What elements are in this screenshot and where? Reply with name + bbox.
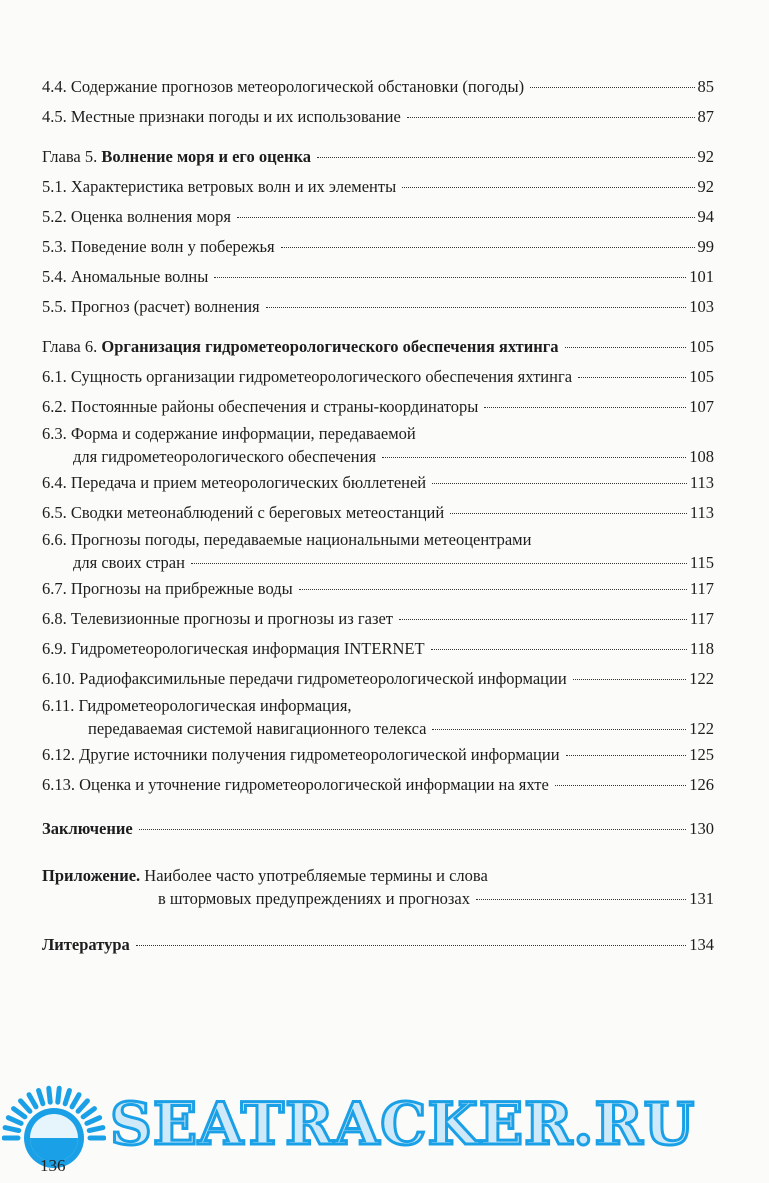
toc-entry-title: для гидрометеорологического обеспечения <box>73 447 377 466</box>
sun-ray <box>8 1118 21 1124</box>
toc-entry-continuation <box>42 552 714 574</box>
dot-leader <box>266 307 687 308</box>
dot-leader <box>237 217 695 218</box>
dot-leader <box>573 679 687 680</box>
toc-entry-page: 126 <box>689 775 714 794</box>
toc-entry <box>42 604 714 634</box>
toc-entry-page: 117 <box>689 609 714 628</box>
dot-leader <box>432 729 686 730</box>
toc-entry <box>42 740 714 770</box>
dot-leader <box>399 619 687 620</box>
toc-entry-title: 5.5. Прогноз (расчет) волнения <box>42 297 260 316</box>
toc-entry <box>42 498 714 528</box>
appendix-label: Приложение. <box>42 866 141 885</box>
dot-leader <box>450 513 687 514</box>
sun-ray <box>21 1101 30 1111</box>
sun-ray <box>83 1109 94 1117</box>
toc-entry-continuation <box>42 718 714 740</box>
toc-entry <box>42 232 714 262</box>
table-of-contents <box>42 72 714 960</box>
toc-entry-title: 6.3. Форма и содержание информации, передаваемой <box>42 424 416 443</box>
toc-entry <box>42 422 714 446</box>
toc-entry-title: 5.3. Поведение волн у побережья <box>42 237 275 256</box>
sun-ray <box>78 1101 87 1111</box>
toc-entry-title: 6.1. Сущность организации гидрометеорологического обеспечения яхтинга <box>42 367 573 386</box>
sun-ray <box>72 1095 79 1107</box>
toc-conclusion <box>42 814 714 844</box>
toc-entry-page: 113 <box>689 473 714 492</box>
dot-leader <box>402 187 694 188</box>
toc-entry-title: для своих стран <box>73 553 185 572</box>
toc-entry-page: 130 <box>689 819 714 838</box>
toc-entry-page: 131 <box>689 889 714 908</box>
toc-entry-page: 99 <box>697 237 714 256</box>
watermark <box>0 1074 769 1183</box>
dot-leader <box>565 347 687 348</box>
toc-entry-page: 125 <box>689 745 714 764</box>
page-number: 136 <box>40 1156 66 1175</box>
toc-entry-page: 107 <box>689 397 714 416</box>
toc-entry-page: 105 <box>689 367 714 386</box>
dot-leader <box>139 829 687 830</box>
toc-entry <box>42 362 714 392</box>
toc-entry-title: 6.6. Прогнозы погоды, передаваемые национальными метеоцентрами <box>42 530 532 549</box>
toc-entry-title: 6.12. Другие источники получения гидрометеорологической информации <box>42 745 560 764</box>
toc-entry <box>42 202 714 232</box>
dot-leader <box>431 649 687 650</box>
toc-entry-title: 6.4. Передача и прием метеорологических бюллетеней <box>42 473 427 492</box>
sun-ray <box>5 1128 19 1131</box>
toc-entry-title: 5.1. Характеристика ветровых волн и их элементы <box>42 177 397 196</box>
dot-leader <box>382 457 686 458</box>
sun-ray <box>65 1090 69 1103</box>
toc-entry-title: 6.8. Телевизионные прогнозы и прогнозы из газет <box>42 609 394 628</box>
toc-entry-title: 6.5. Сводки метеонаблюдений с береговых метеостанций <box>42 503 445 522</box>
toc-entry <box>42 770 714 800</box>
chapter-number: Глава 5. <box>42 147 98 166</box>
toc-entry-title: Заключение <box>42 819 133 838</box>
toc-entry-continuation <box>42 888 714 910</box>
toc-entry <box>42 72 714 102</box>
toc-entry-title: 6.10. Радиофаксимильные передачи гидрометеорологической информации <box>42 669 567 688</box>
toc-entry-page: 105 <box>689 337 714 356</box>
toc-entry-page: 87 <box>697 107 714 126</box>
toc-entry <box>42 634 714 664</box>
dot-leader <box>136 945 686 946</box>
toc-entry-title: 4.5. Местные признаки погоды и их использование <box>42 107 401 126</box>
toc-entry-page: 117 <box>689 579 714 598</box>
toc-entry-page: 85 <box>697 77 714 96</box>
toc-entry-page: 108 <box>689 447 714 466</box>
toc-entry <box>42 102 714 132</box>
toc-chapter <box>42 142 714 172</box>
watermark-text: SEATRACKER.RU <box>110 1090 696 1158</box>
toc-entry-title: 5.2. Оценка волнения моря <box>42 207 231 226</box>
toc-entry-title: Наиболее часто употребляемые термины и слова <box>144 866 488 885</box>
toc-entry <box>42 172 714 202</box>
dot-leader <box>407 117 695 118</box>
dot-leader <box>578 377 686 378</box>
sun-ray <box>87 1118 100 1124</box>
toc-entry <box>42 468 714 498</box>
toc-entry <box>42 694 714 718</box>
toc-entry-page: 92 <box>697 177 714 196</box>
sun-ray <box>14 1109 25 1117</box>
dot-leader <box>281 247 695 248</box>
toc-entry-page: 122 <box>689 669 714 688</box>
toc-appendix <box>42 864 714 888</box>
toc-entry-title: 4.4. Содержание прогнозов метеорологической обстановки (погоды) <box>42 77 525 96</box>
sun-ray <box>29 1095 36 1107</box>
toc-entry-page: 118 <box>689 639 714 658</box>
dot-leader <box>476 899 686 900</box>
dot-leader <box>484 407 686 408</box>
dot-leader <box>530 87 694 88</box>
dot-leader <box>555 785 686 786</box>
toc-entry-title: 6.9. Гидрометеорологическая информация INTERNET <box>42 639 425 658</box>
toc-entry-title: 6.11. Гидрометеорологическая информация, <box>42 696 352 715</box>
sun-ray <box>39 1090 43 1103</box>
dot-leader <box>317 157 695 158</box>
toc-entry-page: 94 <box>697 207 714 226</box>
toc-entry-page: 103 <box>689 297 714 316</box>
toc-entry-title: 6.13. Оценка и уточнение гидрометеорологической информации на яхте <box>42 775 549 794</box>
toc-entry <box>42 664 714 694</box>
toc-entry-page: 113 <box>689 503 714 522</box>
toc-entry-page: 101 <box>689 267 714 286</box>
sun-ray <box>89 1128 103 1131</box>
dot-leader <box>191 563 687 564</box>
dot-leader <box>566 755 687 756</box>
chapter-title: Организация гидрометеорологического обеспечения яхтинга <box>101 337 559 356</box>
toc-entry <box>42 528 714 552</box>
toc-entry-title: в штормовых предупреждениях и прогнозах <box>158 889 471 908</box>
toc-entry <box>42 574 714 604</box>
toc-entry-page: 122 <box>689 719 714 738</box>
toc-entry-page: 92 <box>697 147 714 166</box>
toc-entry-continuation <box>42 446 714 468</box>
toc-entry-page: 115 <box>689 553 714 572</box>
sun-ray <box>58 1088 59 1102</box>
dot-leader <box>299 589 687 590</box>
toc-entry <box>42 262 714 292</box>
toc-chapter <box>42 332 714 362</box>
dot-leader <box>214 277 686 278</box>
toc-entry <box>42 292 714 322</box>
sun-ray <box>49 1088 50 1102</box>
toc-entry-title: 6.7. Прогнозы на прибрежные воды <box>42 579 293 598</box>
chapter-title: Волнение моря и его оценка <box>101 147 311 166</box>
toc-entry-title: передаваемая системой навигационного телекса <box>88 719 427 738</box>
dot-leader <box>432 483 687 484</box>
toc-entry-title: Литература <box>42 935 130 954</box>
chapter-number: Глава 6. <box>42 337 98 356</box>
toc-literature <box>42 930 714 960</box>
toc-entry-title: 5.4. Аномальные волны <box>42 267 209 286</box>
toc-entry-page: 134 <box>689 935 714 954</box>
toc-entry <box>42 392 714 422</box>
toc-entry-title: 6.2. Постоянные районы обеспечения и страны-координаторы <box>42 397 479 416</box>
